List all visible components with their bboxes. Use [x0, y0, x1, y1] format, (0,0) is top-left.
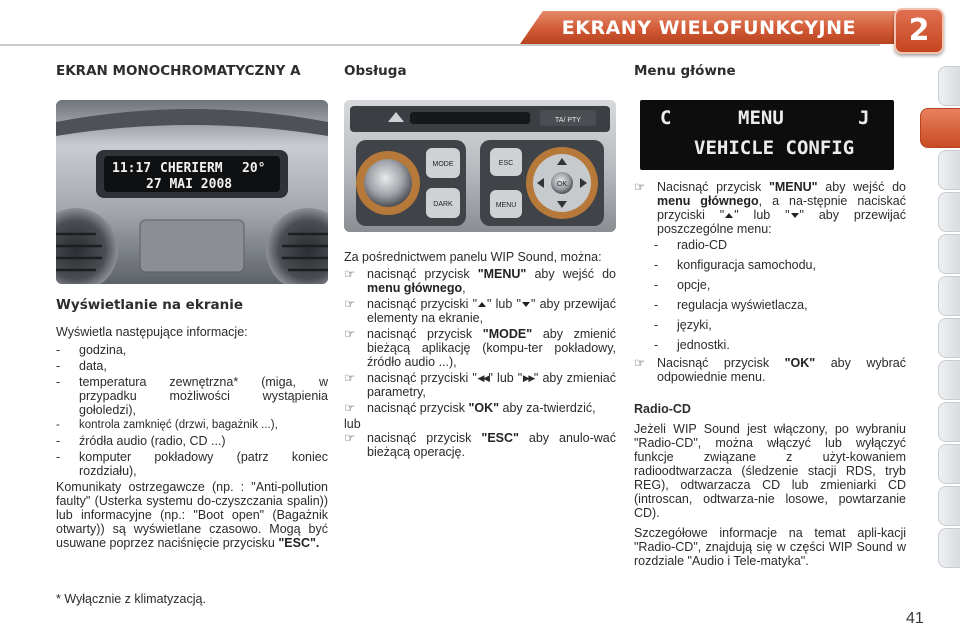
info-list	[56, 343, 328, 478]
chapter-tab[interactable]	[938, 528, 960, 568]
finger-pointer-icon: ☞	[344, 297, 356, 311]
arrow-left-icon: ◀◀	[476, 373, 489, 383]
list-item: - opcje,	[654, 278, 711, 292]
finger-pointer-icon: ☞	[344, 401, 356, 415]
chapter-tab-active[interactable]	[920, 108, 960, 148]
main-menu-list-2	[634, 356, 906, 384]
radio-cd-heading: Radio-CD	[634, 402, 691, 416]
control-panel-illustration	[344, 100, 616, 232]
arrow-down-icon	[522, 302, 530, 307]
chapter-tab[interactable]	[938, 192, 960, 232]
display-menu-title: MENU	[738, 107, 784, 129]
chapter-tab[interactable]	[938, 66, 960, 106]
display-temperature: 20°	[242, 161, 266, 176]
list-item: ☞ nacisnąć przycisk "ESC" aby anulo-wać bieżącą operację.	[344, 431, 616, 459]
arrow-up-icon	[725, 213, 733, 218]
list-item: - konfiguracja samochodu,	[654, 258, 816, 272]
control-panel-photo	[344, 100, 616, 232]
display-submenu: VEHICLE CONFIG	[694, 137, 855, 159]
finger-pointer-icon: ☞	[634, 180, 646, 194]
column-display-a	[56, 64, 328, 79]
arrow-down-icon	[791, 213, 799, 218]
arrow-right-icon: ▶▶	[522, 373, 534, 383]
column-main-menu-body	[634, 180, 906, 568]
list-item: - godzina,	[56, 343, 127, 358]
list-item: - data,	[56, 359, 107, 374]
radio-cd-reference: Szczegółowe informacje na temat apli-kacji "Radio-CD", znajdują się w części WIP Sound w rozdziale "Audio i Tele-matyka".	[634, 526, 906, 568]
column-display-a-body	[56, 298, 328, 550]
list-item: - radio-CD	[654, 238, 728, 252]
list-item: ☞ nacisnąć przyciski "◀◀" lub "▶▶" aby zmieniać parametry,	[344, 371, 616, 399]
column-operation-body	[344, 250, 616, 461]
page-title: EKRANY WIELOFUNKCYJNE	[561, 17, 856, 39]
finger-pointer-icon: ☞	[344, 327, 356, 341]
list-item: ☞ nacisnąć przycisk "MODE" aby zmienić bieżącą aplikację (kompu-ter pokładowy, źródło audio ...),	[344, 327, 616, 369]
chapter-tab[interactable]	[938, 150, 960, 190]
list-item: ☞ Nacisnąć przycisk "MENU" aby wejść do menu głównego, a na-stępnie naciskać przyciski " " lub " " aby przewijać poszczególne menu:	[634, 180, 906, 236]
arrow-up-icon	[478, 302, 486, 307]
chapter-tab[interactable]	[938, 444, 960, 484]
operation-list	[344, 267, 616, 415]
warning-paragraph: Komunikaty ostrzegawcze (np. : "Anti-pollution faulty" (Usterka systemu do-czyszczania spalin)) lub informacyjne (np.: "Boot open" (Bagażnik otwarty)) są wyświetlane czasowo. Mogą być usuwane poprzez naciśnięcie przycisku "ESC".	[56, 479, 328, 550]
mode-key-label: MODE	[432, 161, 454, 168]
section-heading-display-a: EKRAN MONOCHROMATYCZNY A	[56, 63, 301, 79]
operation-list-alt	[344, 431, 616, 459]
list-item: - regulacja wyświetlacza,	[654, 298, 808, 312]
list-item: - źródła audio (radio, CD ...)	[56, 433, 226, 448]
footnote: * Wyłącznie z klimatyzacją.	[56, 592, 206, 606]
list-item: - kontrola zamknięć (drzwi, bagażnik ...),	[56, 419, 278, 432]
intro-text: Wyświetla następujące informacje:	[56, 325, 248, 340]
dark-key-label: DARK	[433, 201, 453, 208]
esc-button-label: "ESC".	[278, 535, 320, 550]
list-item: ☞ nacisnąć przycisk "OK" aby za-twierdzić,	[344, 401, 596, 415]
finger-pointer-icon: ☞	[344, 431, 356, 445]
page-number: 41	[906, 610, 924, 627]
display-right-bracket: J	[858, 107, 870, 129]
operation-intro: Za pośrednictwem panelu WIP Sound, można:	[344, 250, 602, 264]
main-menu-list	[634, 180, 906, 236]
list-item: ☞ nacisnąć przyciski " " lub " " aby przewijać elementy na ekranie,	[344, 297, 616, 325]
list-item: - języki,	[654, 318, 712, 332]
radio-cd-paragraph: Jeżeli WIP Sound jest włączony, po wybraniu "Radio-CD", można włączyć lub wyłączyć funkcje związane z użyt-kowaniem radioodtwarzacza (śledzenie stacji RDS, tryb REG), odtwarzacza CD lub zmieniarki CD (introscan, odtwarza-nie losowe, powtarzanie CD).	[634, 422, 906, 520]
display-date: 27 MAI 2008	[146, 177, 233, 192]
menu-display-illustration	[640, 100, 894, 170]
chapter-badge	[894, 8, 944, 54]
list-item: - jednostki.	[654, 338, 730, 352]
page-header	[0, 0, 960, 52]
chapter-number: 2	[908, 13, 930, 48]
section-heading-operation: Obsługa	[344, 63, 407, 79]
section-heading-main-menu: Menu główne	[634, 63, 736, 79]
list-item: ☞ Nacisnąć przycisk "OK" aby wybrać odpowiednie menu.	[634, 356, 906, 384]
chapter-tab[interactable]	[938, 234, 960, 274]
chapter-tab[interactable]	[938, 360, 960, 400]
chapter-tab[interactable]	[938, 402, 960, 442]
column-operation	[344, 64, 616, 79]
display-text: CHERIERM	[160, 161, 223, 176]
ta-pty-label: TA/ PTY	[555, 117, 581, 124]
list-item: ☞ nacisnąć przycisk "MENU" aby wejść do menu głównego,	[344, 267, 616, 295]
esc-key-label: ESC	[498, 160, 514, 167]
column-main-menu	[634, 64, 906, 79]
display-left-bracket: C	[660, 107, 672, 129]
finger-pointer-icon: ☞	[634, 356, 646, 370]
chapter-tabs	[938, 66, 960, 576]
chapter-tab[interactable]	[938, 318, 960, 358]
section-heading-on-screen: Wyświetlanie na ekranie	[56, 297, 243, 313]
ok-key-label: OK	[556, 181, 568, 188]
list-item: - temperatura zewnętrzna* (miga, w przypadku możliwości wystąpienia gołoledzi),	[56, 375, 328, 418]
finger-pointer-icon: ☞	[344, 371, 356, 385]
dashboard-display-photo	[56, 100, 328, 284]
header-rule	[0, 44, 880, 46]
or-separator: lub	[344, 417, 361, 431]
finger-pointer-icon: ☞	[344, 267, 356, 281]
chapter-tab[interactable]	[938, 276, 960, 316]
submenu-list	[654, 238, 906, 352]
list-item: - komputer pokładowy (patrz koniec rozdziału),	[56, 449, 328, 478]
chapter-tab[interactable]	[938, 486, 960, 526]
dashboard-display-illustration	[56, 100, 328, 284]
menu-key-label: MENU	[495, 202, 517, 209]
display-time: 11:17	[112, 161, 152, 176]
menu-display-photo	[640, 100, 894, 170]
